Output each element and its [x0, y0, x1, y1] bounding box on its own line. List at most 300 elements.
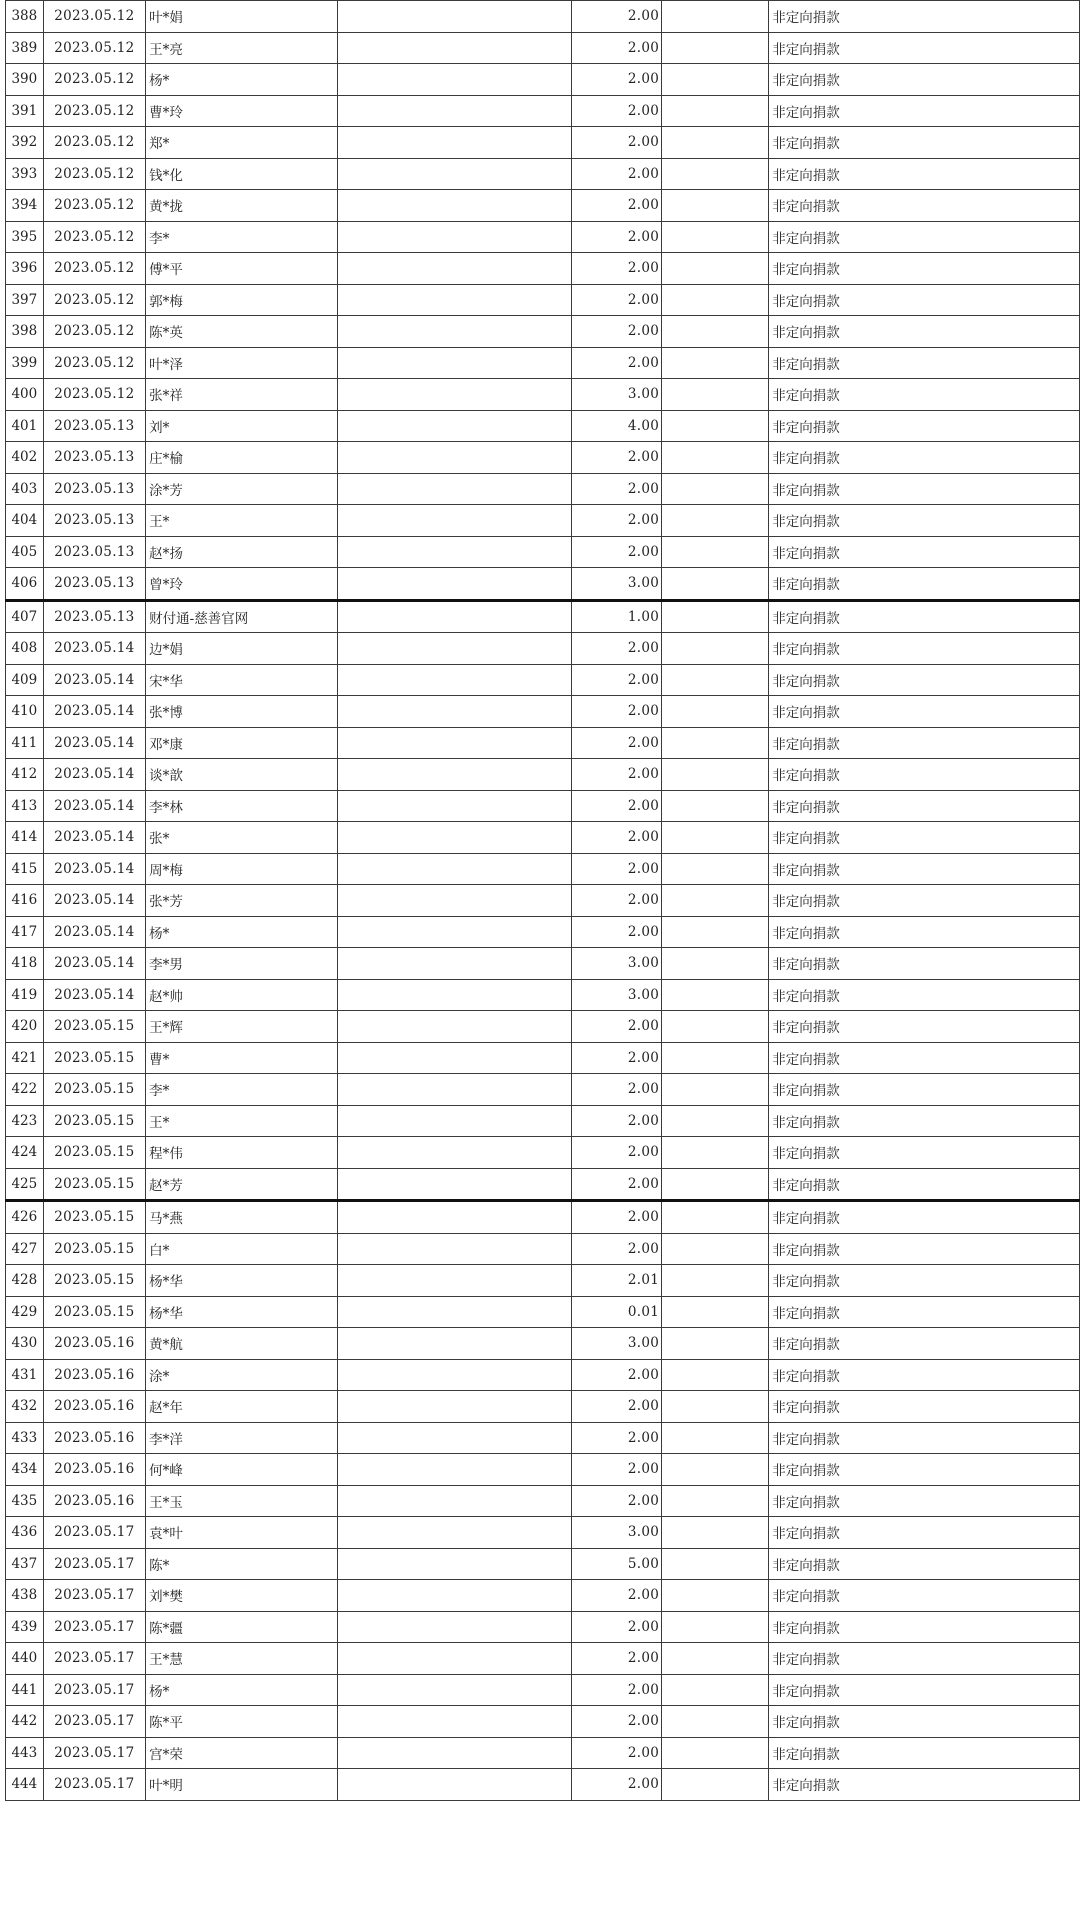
donation-type-cell: 非定向捐款: [769, 379, 1080, 411]
date-cell: 2023.05.12: [43, 127, 145, 159]
donor-name-cell: 杨*: [146, 1674, 338, 1706]
date-cell: 2023.05.15: [43, 1168, 145, 1201]
row-number-cell: 412: [6, 759, 44, 791]
date-cell: 2023.05.13: [43, 536, 145, 568]
amount-cell: 2.00: [571, 347, 662, 379]
table-row: [6, 1548, 1080, 1580]
blank-cell: [662, 1233, 769, 1265]
table-row: [6, 1074, 1080, 1106]
amount-cell: 2.00: [571, 1011, 662, 1043]
date-cell: 2023.05.12: [43, 316, 145, 348]
date-cell: 2023.05.12: [43, 284, 145, 316]
amount-cell: 2.00: [571, 95, 662, 127]
row-number-cell: 394: [6, 190, 44, 222]
donation-type-cell: 非定向捐款: [769, 696, 1080, 728]
row-number-cell: 410: [6, 696, 44, 728]
donor-name-cell: 程*伟: [146, 1137, 338, 1169]
table-row: [6, 948, 1080, 980]
donation-type-cell: 非定向捐款: [769, 1042, 1080, 1074]
blank-cell: [337, 1168, 571, 1201]
blank-cell: [662, 948, 769, 980]
blank-cell: [662, 1328, 769, 1360]
date-cell: 2023.05.14: [43, 822, 145, 854]
amount-cell: 2.00: [571, 696, 662, 728]
blank-cell: [662, 916, 769, 948]
amount-cell: 2.00: [571, 1611, 662, 1643]
table-row: [6, 410, 1080, 442]
donation-type-cell: 非定向捐款: [769, 442, 1080, 474]
donation-type-cell: 非定向捐款: [769, 916, 1080, 948]
amount-cell: 2.00: [571, 664, 662, 696]
donation-type-cell: 非定向捐款: [769, 32, 1080, 64]
table-row: [6, 505, 1080, 537]
blank-cell: [662, 1265, 769, 1297]
date-cell: 2023.05.14: [43, 885, 145, 917]
date-cell: 2023.05.15: [43, 1233, 145, 1265]
donor-name-cell: 马*燕: [146, 1201, 338, 1234]
amount-cell: 2.00: [571, 853, 662, 885]
row-number-cell: 423: [6, 1105, 44, 1137]
donation-type-cell: 非定向捐款: [769, 536, 1080, 568]
row-number-cell: 418: [6, 948, 44, 980]
table-row: [6, 916, 1080, 948]
donation-type-cell: 非定向捐款: [769, 664, 1080, 696]
blank-cell: [337, 948, 571, 980]
date-cell: 2023.05.12: [43, 95, 145, 127]
table-row: [6, 1674, 1080, 1706]
table-row: [6, 1011, 1080, 1043]
donor-name-cell: 杨*: [146, 916, 338, 948]
donation-type-cell: 非定向捐款: [769, 1643, 1080, 1675]
donor-name-cell: 叶*明: [146, 1769, 338, 1801]
table-row: [6, 442, 1080, 474]
table-row: [6, 1737, 1080, 1769]
row-number-cell: 395: [6, 221, 44, 253]
date-cell: 2023.05.14: [43, 696, 145, 728]
date-cell: 2023.05.17: [43, 1580, 145, 1612]
amount-cell: 2.00: [571, 1391, 662, 1423]
donor-name-cell: 黄*拢: [146, 190, 338, 222]
donation-type-cell: 非定向捐款: [769, 1233, 1080, 1265]
table-row: [6, 1422, 1080, 1454]
date-cell: 2023.05.17: [43, 1706, 145, 1738]
blank-cell: [662, 1, 769, 33]
date-cell: 2023.05.16: [43, 1359, 145, 1391]
date-cell: 2023.05.17: [43, 1769, 145, 1801]
donor-name-cell: 李*: [146, 221, 338, 253]
donation-type-cell: 非定向捐款: [769, 1137, 1080, 1169]
amount-cell: 3.00: [571, 979, 662, 1011]
donation-type-cell: 非定向捐款: [769, 127, 1080, 159]
donor-name-cell: 何*峰: [146, 1454, 338, 1486]
donation-type-cell: 非定向捐款: [769, 1328, 1080, 1360]
blank-cell: [662, 253, 769, 285]
blank-cell: [337, 1706, 571, 1738]
donation-type-cell: 非定向捐款: [769, 790, 1080, 822]
table-row: [6, 1, 1080, 33]
table-row: [6, 1296, 1080, 1328]
donation-type-cell: 非定向捐款: [769, 221, 1080, 253]
date-cell: 2023.05.14: [43, 790, 145, 822]
date-cell: 2023.05.13: [43, 600, 145, 633]
donation-type-cell: 非定向捐款: [769, 1201, 1080, 1234]
amount-cell: 2.00: [571, 442, 662, 474]
row-number-cell: 429: [6, 1296, 44, 1328]
blank-cell: [337, 696, 571, 728]
donor-name-cell: 曹*玲: [146, 95, 338, 127]
row-number-cell: 438: [6, 1580, 44, 1612]
donation-type-cell: 非定向捐款: [769, 410, 1080, 442]
blank-cell: [662, 410, 769, 442]
table-row: [6, 221, 1080, 253]
table-row: [6, 127, 1080, 159]
table-row: [6, 1105, 1080, 1137]
amount-cell: 2.00: [571, 1769, 662, 1801]
donor-name-cell: 李*男: [146, 948, 338, 980]
donor-name-cell: 周*梅: [146, 853, 338, 885]
blank-cell: [662, 600, 769, 633]
date-cell: 2023.05.17: [43, 1517, 145, 1549]
amount-cell: 3.00: [571, 1328, 662, 1360]
amount-cell: 2.00: [571, 32, 662, 64]
date-cell: 2023.05.17: [43, 1611, 145, 1643]
blank-cell: [662, 221, 769, 253]
blank-cell: [337, 1580, 571, 1612]
donation-type-cell: 非定向捐款: [769, 158, 1080, 190]
row-number-cell: 388: [6, 1, 44, 33]
amount-cell: 2.00: [571, 190, 662, 222]
donor-name-cell: 刘*: [146, 410, 338, 442]
table-row: [6, 1201, 1080, 1234]
row-number-cell: 426: [6, 1201, 44, 1234]
amount-cell: 2.00: [571, 727, 662, 759]
date-cell: 2023.05.14: [43, 853, 145, 885]
row-number-cell: 419: [6, 979, 44, 1011]
blank-cell: [337, 1074, 571, 1106]
amount-cell: 2.00: [571, 158, 662, 190]
amount-cell: 2.00: [571, 505, 662, 537]
blank-cell: [337, 410, 571, 442]
donation-type-cell: 非定向捐款: [769, 727, 1080, 759]
donation-type-cell: 非定向捐款: [769, 1454, 1080, 1486]
donation-type-cell: 非定向捐款: [769, 1769, 1080, 1801]
date-cell: 2023.05.12: [43, 221, 145, 253]
donation-type-cell: 非定向捐款: [769, 1105, 1080, 1137]
row-number-cell: 427: [6, 1233, 44, 1265]
table-row: [6, 1485, 1080, 1517]
row-number-cell: 430: [6, 1328, 44, 1360]
blank-cell: [337, 1201, 571, 1234]
donation-type-cell: 非定向捐款: [769, 759, 1080, 791]
donation-type-cell: 非定向捐款: [769, 1737, 1080, 1769]
row-number-cell: 411: [6, 727, 44, 759]
donor-name-cell: 财付通-慈善官网: [146, 600, 338, 633]
date-cell: 2023.05.13: [43, 442, 145, 474]
blank-cell: [662, 536, 769, 568]
date-cell: 2023.05.13: [43, 473, 145, 505]
table-row: [6, 759, 1080, 791]
table-row: [6, 64, 1080, 96]
donor-name-cell: 傅*平: [146, 253, 338, 285]
donor-name-cell: 王*: [146, 505, 338, 537]
row-number-cell: 441: [6, 1674, 44, 1706]
row-number-cell: 409: [6, 664, 44, 696]
donation-type-cell: 非定向捐款: [769, 1422, 1080, 1454]
date-cell: 2023.05.12: [43, 1, 145, 33]
donor-name-cell: 李*洋: [146, 1422, 338, 1454]
blank-cell: [662, 1296, 769, 1328]
table-row: [6, 1328, 1080, 1360]
donation-type-cell: 非定向捐款: [769, 1517, 1080, 1549]
amount-cell: 2.00: [571, 1233, 662, 1265]
blank-cell: [337, 885, 571, 917]
blank-cell: [337, 664, 571, 696]
row-number-cell: 432: [6, 1391, 44, 1423]
amount-cell: 2.00: [571, 1737, 662, 1769]
blank-cell: [337, 727, 571, 759]
table-row: [6, 664, 1080, 696]
blank-cell: [662, 1105, 769, 1137]
donor-name-cell: 郭*梅: [146, 284, 338, 316]
donor-name-cell: 陈*英: [146, 316, 338, 348]
row-number-cell: 400: [6, 379, 44, 411]
table-row: [6, 1517, 1080, 1549]
row-number-cell: 435: [6, 1485, 44, 1517]
table-row: [6, 979, 1080, 1011]
donation-ledger-table: [5, 0, 1080, 1801]
table-row: [6, 1454, 1080, 1486]
donor-name-cell: 赵*帅: [146, 979, 338, 1011]
row-number-cell: 416: [6, 885, 44, 917]
amount-cell: 3.00: [571, 1517, 662, 1549]
amount-cell: 2.00: [571, 1359, 662, 1391]
table-row: [6, 696, 1080, 728]
blank-cell: [662, 696, 769, 728]
amount-cell: 2.00: [571, 1042, 662, 1074]
date-cell: 2023.05.16: [43, 1454, 145, 1486]
date-cell: 2023.05.16: [43, 1422, 145, 1454]
date-cell: 2023.05.16: [43, 1328, 145, 1360]
table-row: [6, 1611, 1080, 1643]
row-number-cell: 440: [6, 1643, 44, 1675]
blank-cell: [662, 284, 769, 316]
blank-cell: [662, 1422, 769, 1454]
row-number-cell: 397: [6, 284, 44, 316]
blank-cell: [662, 1011, 769, 1043]
blank-cell: [337, 979, 571, 1011]
row-number-cell: 417: [6, 916, 44, 948]
date-cell: 2023.05.15: [43, 1074, 145, 1106]
date-cell: 2023.05.15: [43, 1011, 145, 1043]
date-cell: 2023.05.14: [43, 633, 145, 665]
row-number-cell: 420: [6, 1011, 44, 1043]
blank-cell: [662, 853, 769, 885]
table-row: [6, 1168, 1080, 1201]
donor-name-cell: 王*亮: [146, 32, 338, 64]
donation-type-cell: 非定向捐款: [769, 1706, 1080, 1738]
amount-cell: 5.00: [571, 1548, 662, 1580]
donor-name-cell: 张*祥: [146, 379, 338, 411]
donation-type-cell: 非定向捐款: [769, 1548, 1080, 1580]
blank-cell: [662, 442, 769, 474]
donation-type-cell: 非定向捐款: [769, 600, 1080, 633]
donor-name-cell: 谈*歆: [146, 759, 338, 791]
donation-type-cell: 非定向捐款: [769, 979, 1080, 1011]
blank-cell: [662, 1643, 769, 1675]
amount-cell: 2.01: [571, 1265, 662, 1297]
row-number-cell: 396: [6, 253, 44, 285]
table-row: [6, 822, 1080, 854]
blank-cell: [337, 1769, 571, 1801]
row-number-cell: 407: [6, 600, 44, 633]
blank-cell: [662, 1359, 769, 1391]
row-number-cell: 389: [6, 32, 44, 64]
blank-cell: [662, 633, 769, 665]
blank-cell: [337, 1265, 571, 1297]
blank-cell: [337, 1485, 571, 1517]
blank-cell: [337, 568, 571, 601]
blank-cell: [662, 190, 769, 222]
donor-name-cell: 陈*: [146, 1548, 338, 1580]
table-row: [6, 1233, 1080, 1265]
table-row: [6, 568, 1080, 601]
date-cell: 2023.05.15: [43, 1296, 145, 1328]
blank-cell: [662, 316, 769, 348]
donation-type-cell: 非定向捐款: [769, 633, 1080, 665]
donor-name-cell: 曹*: [146, 1042, 338, 1074]
blank-cell: [662, 1517, 769, 1549]
table-row: [6, 1137, 1080, 1169]
date-cell: 2023.05.17: [43, 1674, 145, 1706]
blank-cell: [337, 1548, 571, 1580]
blank-cell: [662, 1042, 769, 1074]
blank-cell: [662, 158, 769, 190]
blank-cell: [662, 979, 769, 1011]
amount-cell: 3.00: [571, 948, 662, 980]
blank-cell: [662, 1706, 769, 1738]
blank-cell: [337, 633, 571, 665]
table-row: [6, 727, 1080, 759]
date-cell: 2023.05.12: [43, 253, 145, 285]
blank-cell: [337, 1137, 571, 1169]
blank-cell: [337, 759, 571, 791]
donation-type-cell: 非定向捐款: [769, 1359, 1080, 1391]
donation-type-cell: 非定向捐款: [769, 284, 1080, 316]
table-row: [6, 379, 1080, 411]
amount-cell: 2.00: [571, 253, 662, 285]
row-number-cell: 402: [6, 442, 44, 474]
donor-name-cell: 王*: [146, 1105, 338, 1137]
blank-cell: [662, 1454, 769, 1486]
donor-name-cell: 钱*化: [146, 158, 338, 190]
blank-cell: [662, 505, 769, 537]
table-row: [6, 1580, 1080, 1612]
donation-type-cell: 非定向捐款: [769, 1485, 1080, 1517]
donor-name-cell: 涂*芳: [146, 473, 338, 505]
blank-cell: [662, 790, 769, 822]
table-row: [6, 853, 1080, 885]
row-number-cell: 408: [6, 633, 44, 665]
row-number-cell: 390: [6, 64, 44, 96]
date-cell: 2023.05.12: [43, 347, 145, 379]
ledger-body: [6, 1, 1080, 1801]
blank-cell: [337, 1454, 571, 1486]
row-number-cell: 443: [6, 1737, 44, 1769]
donor-name-cell: 张*芳: [146, 885, 338, 917]
amount-cell: 2.00: [571, 473, 662, 505]
date-cell: 2023.05.14: [43, 979, 145, 1011]
blank-cell: [337, 64, 571, 96]
blank-cell: [337, 379, 571, 411]
donation-type-cell: 非定向捐款: [769, 505, 1080, 537]
donation-type-cell: 非定向捐款: [769, 568, 1080, 601]
blank-cell: [662, 664, 769, 696]
table-row: [6, 190, 1080, 222]
blank-cell: [337, 158, 571, 190]
date-cell: 2023.05.17: [43, 1548, 145, 1580]
donor-name-cell: 边*娟: [146, 633, 338, 665]
date-cell: 2023.05.12: [43, 158, 145, 190]
amount-cell: 2.00: [571, 221, 662, 253]
donor-name-cell: 叶*泽: [146, 347, 338, 379]
donor-name-cell: 邓*康: [146, 727, 338, 759]
donation-type-cell: 非定向捐款: [769, 95, 1080, 127]
donation-type-cell: 非定向捐款: [769, 316, 1080, 348]
date-cell: 2023.05.15: [43, 1137, 145, 1169]
amount-cell: 2.00: [571, 1137, 662, 1169]
table-row: [6, 158, 1080, 190]
row-number-cell: 392: [6, 127, 44, 159]
amount-cell: 2.00: [571, 1422, 662, 1454]
table-row: [6, 95, 1080, 127]
donation-type-cell: 非定向捐款: [769, 853, 1080, 885]
amount-cell: 2.00: [571, 790, 662, 822]
blank-cell: [337, 822, 571, 854]
blank-cell: [337, 442, 571, 474]
donor-name-cell: 黄*航: [146, 1328, 338, 1360]
donation-type-cell: 非定向捐款: [769, 64, 1080, 96]
table-row: [6, 316, 1080, 348]
blank-cell: [662, 1674, 769, 1706]
row-number-cell: 422: [6, 1074, 44, 1106]
blank-cell: [662, 1485, 769, 1517]
date-cell: 2023.05.16: [43, 1391, 145, 1423]
donor-name-cell: 曾*玲: [146, 568, 338, 601]
table-row: [6, 1391, 1080, 1423]
table-row: [6, 32, 1080, 64]
blank-cell: [662, 127, 769, 159]
blank-cell: [662, 32, 769, 64]
donor-name-cell: 杨*华: [146, 1265, 338, 1297]
date-cell: 2023.05.16: [43, 1485, 145, 1517]
date-cell: 2023.05.14: [43, 664, 145, 696]
blank-cell: [662, 1548, 769, 1580]
donation-type-cell: 非定向捐款: [769, 948, 1080, 980]
amount-cell: 2.00: [571, 1485, 662, 1517]
table-row: [6, 347, 1080, 379]
donor-name-cell: 白*: [146, 1233, 338, 1265]
date-cell: 2023.05.15: [43, 1105, 145, 1137]
donor-name-cell: 叶*娟: [146, 1, 338, 33]
donation-type-cell: 非定向捐款: [769, 253, 1080, 285]
amount-cell: 2.00: [571, 284, 662, 316]
blank-cell: [337, 790, 571, 822]
row-number-cell: 431: [6, 1359, 44, 1391]
blank-cell: [662, 759, 769, 791]
amount-cell: 4.00: [571, 410, 662, 442]
amount-cell: 2.00: [571, 127, 662, 159]
row-number-cell: 442: [6, 1706, 44, 1738]
